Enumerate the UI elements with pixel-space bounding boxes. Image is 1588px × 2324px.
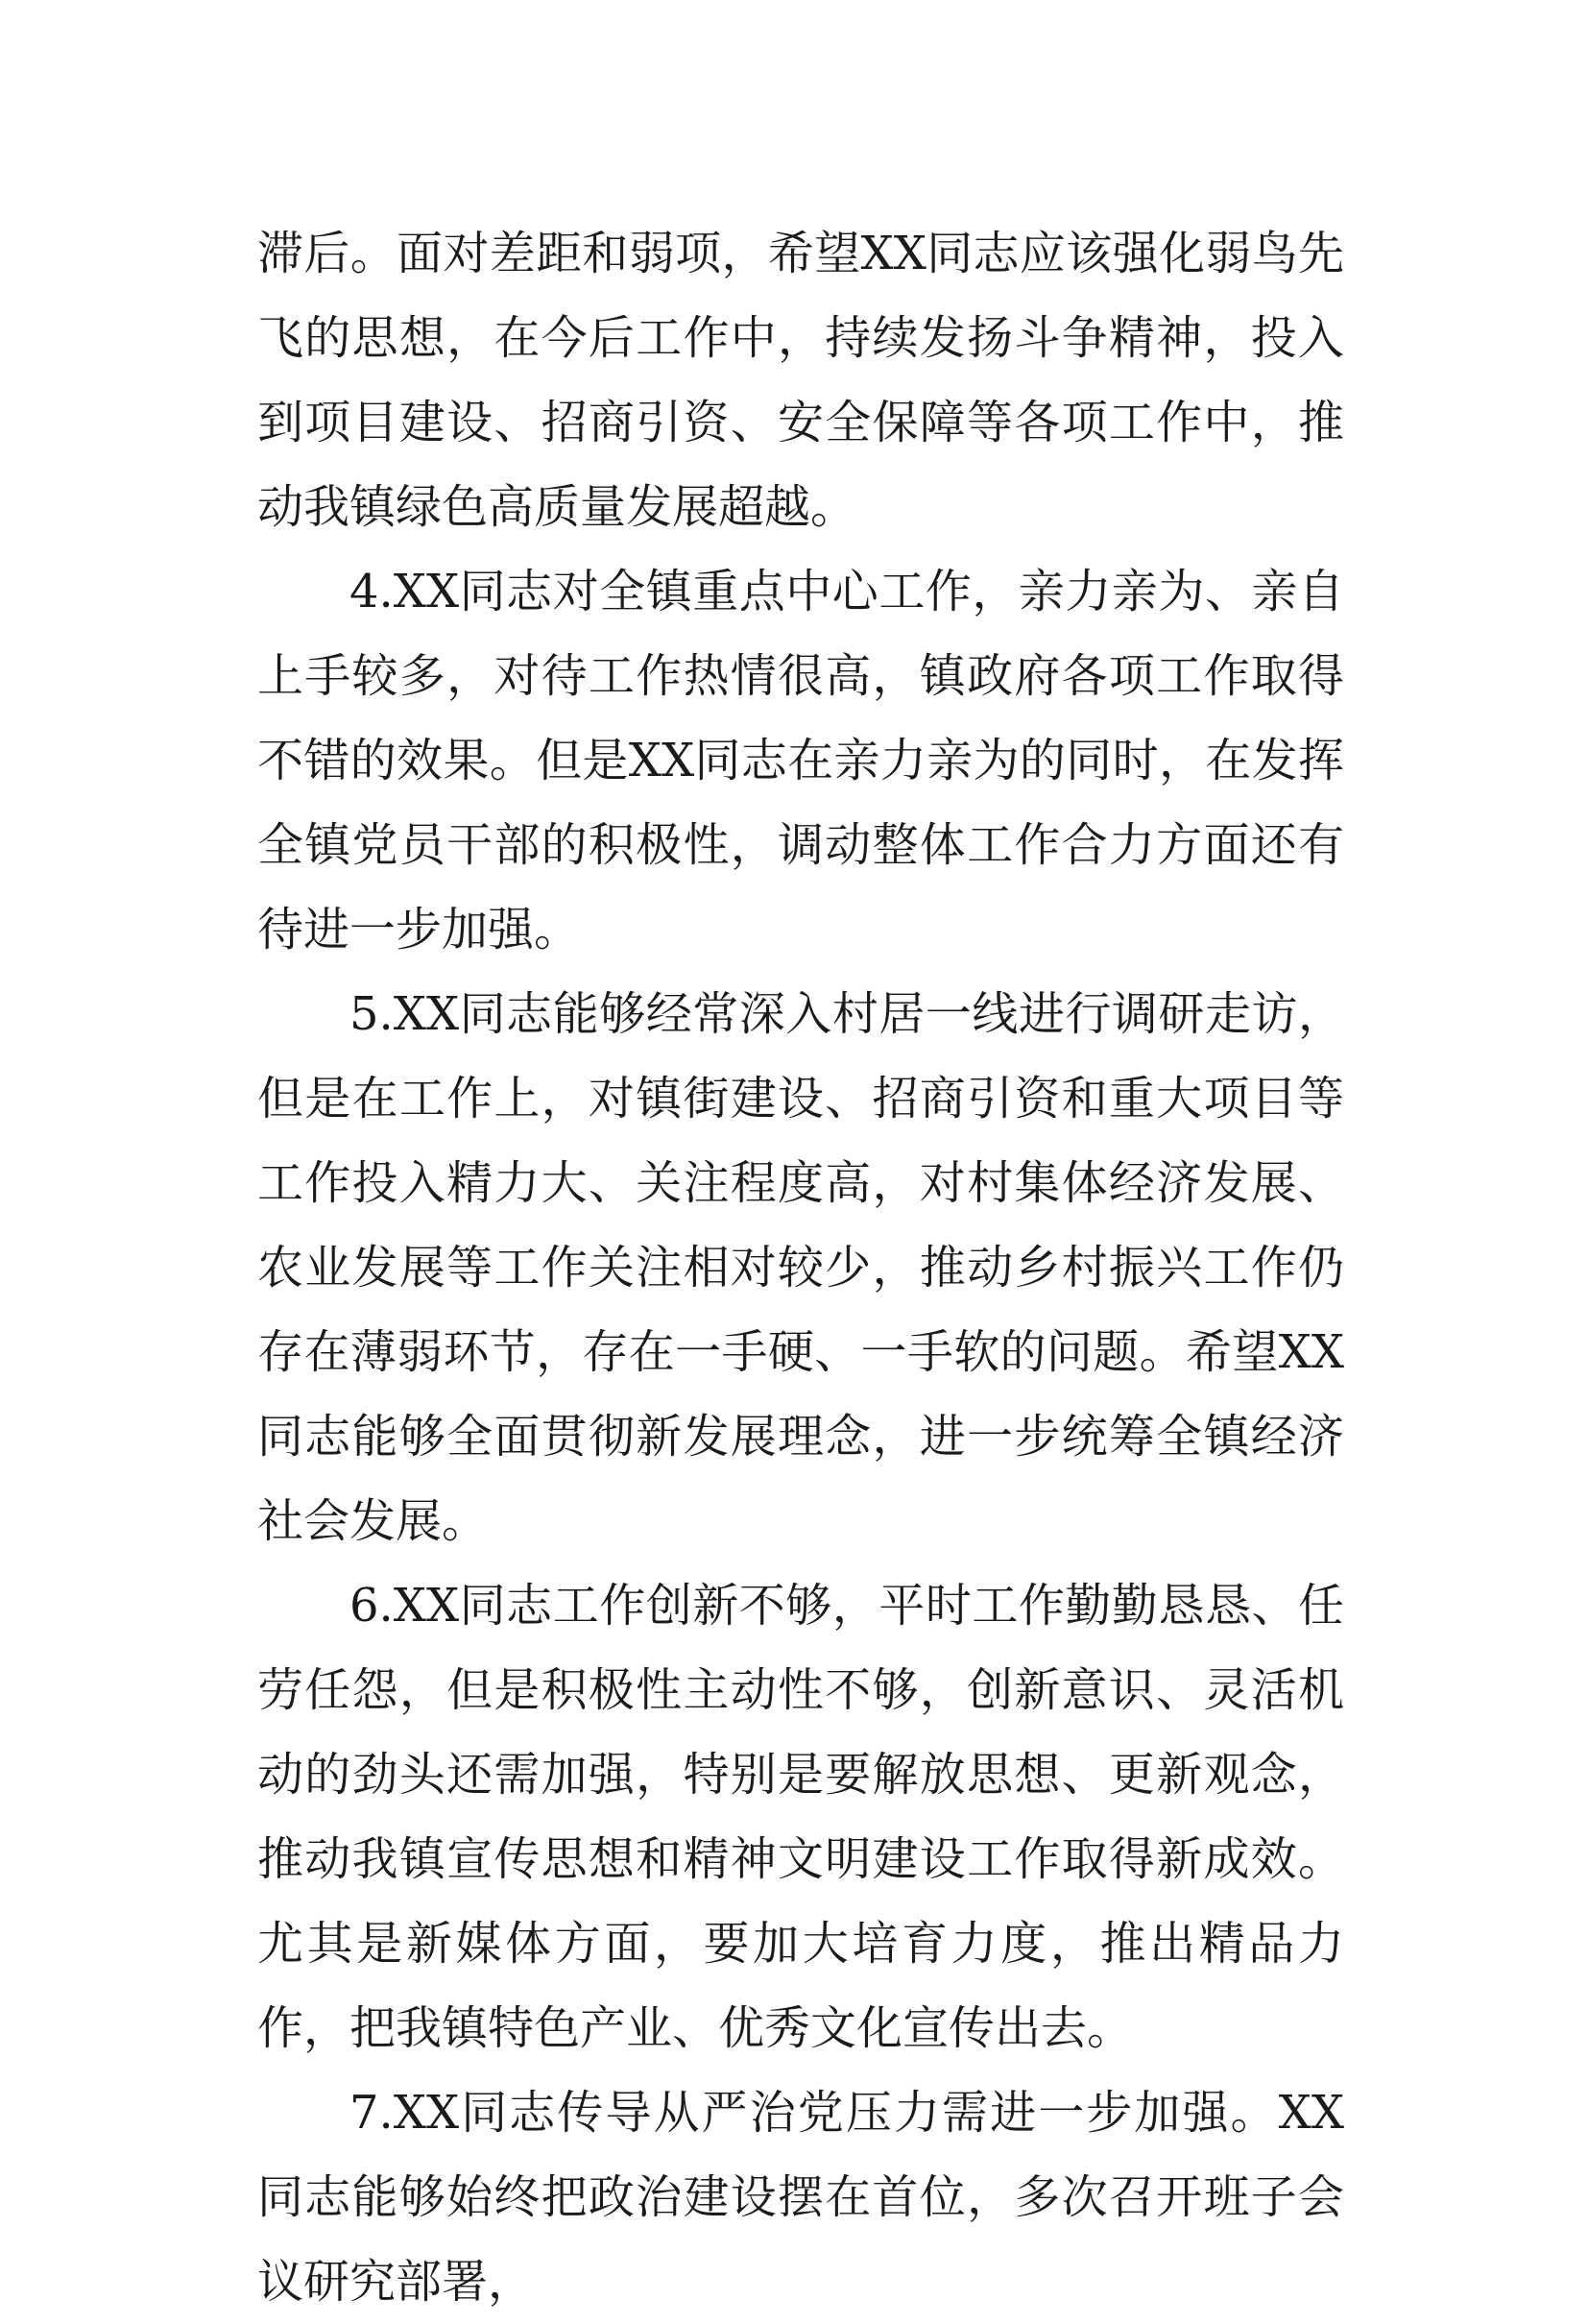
- document-body: [257, 211, 1344, 2324]
- paragraph-item-6: 6.XX同志工作创新不够，平时工作勤勤恳恳、任劳任怨，但是积极性主动性不够，创新意识、灵活机动的劲头还需加强，特别是要解放思想、更新观念，推动我镇宣传思想和精神文明建设工作取得新成效。尤其是新媒体方面，要加大培育力度，推出精品力作，把我镇特色产业、优秀文化宣传出去。: [257, 1579, 1344, 2055]
- paragraph-item-5: 5.XX同志能够经常深入村居一线进行调研走访，但是在工作上，对镇街建设、招商引资和重大项目等工作投入精力大、关注程度高，对村集体经济发展、农业发展等工作关注相对较少，推动乡村振兴工作仍存在薄弱环节，存在一手硬、一手软的问题。希望XX同志能够全面贯彻新发展理念，进一步统筹全镇经济社会发展。: [257, 987, 1344, 1548]
- paragraph-item-7: 7.XX同志传导从严治党压力需进一步加强。XX同志能够始终把政治建设摆在首位，多次召开班子会议研究部署，: [257, 2086, 1344, 2309]
- paragraph-item-4: 4.XX同志对全镇重点中心工作，亲力亲为、亲自上手较多，对待工作热情很高，镇政府各项工作取得不错的效果。但是XX同志在亲力亲为的同时，在发挥全镇党员干部的积极性，调动整体工作合力方面还有待进一步加强。: [257, 565, 1344, 956]
- paragraph-continuation: 滞后。面对差距和弱项，希望XX同志应该强化弱鸟先飞的思想，在今后工作中，持续发扬斗争精神，投入到项目建设、招商引资、安全保障等各项工作中，推动我镇绿色高质量发展超越。: [257, 227, 1344, 534]
